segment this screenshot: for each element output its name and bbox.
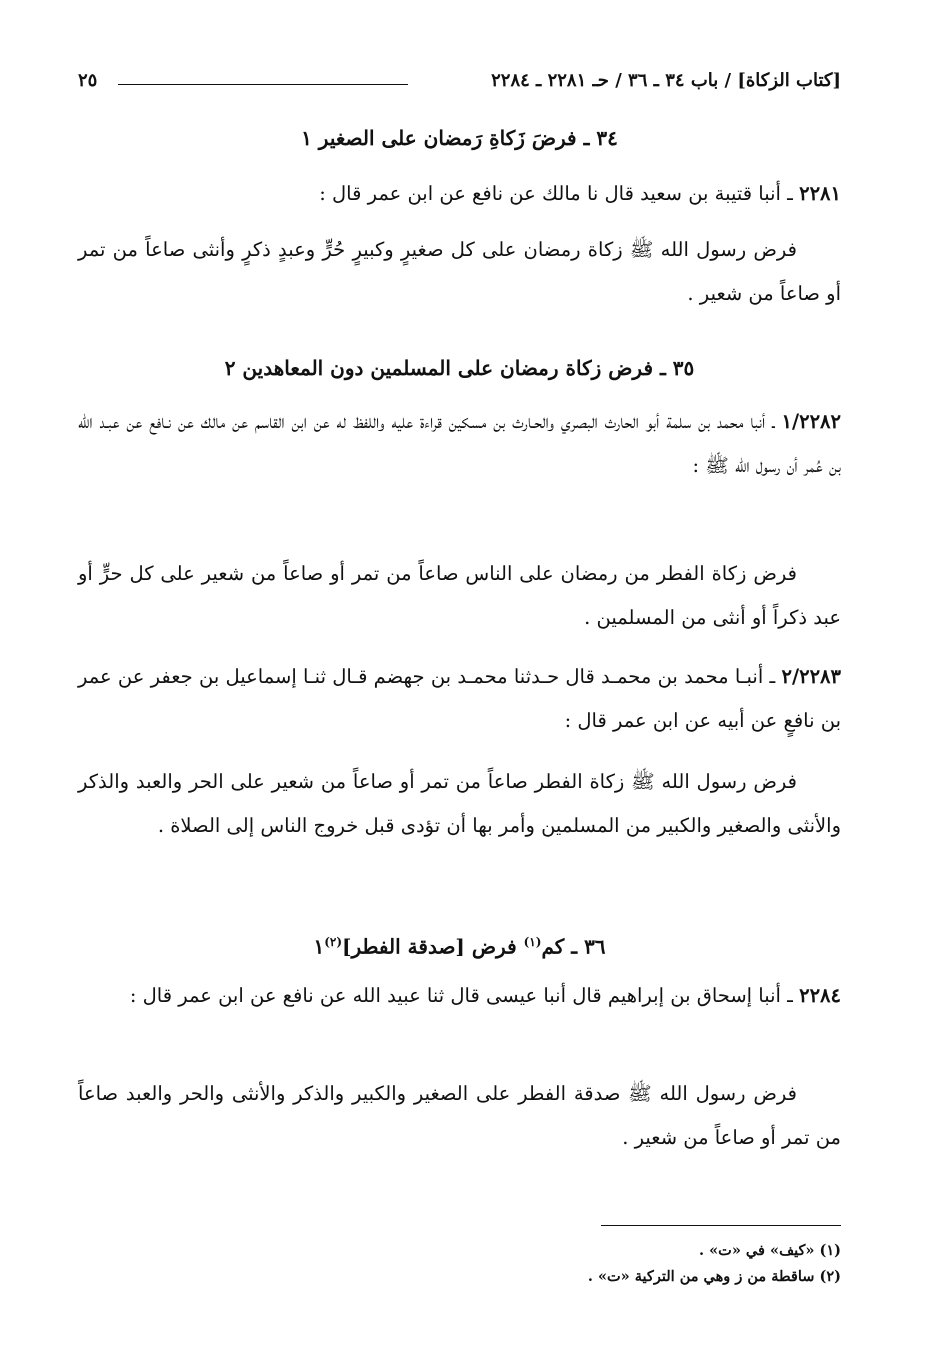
chapter-title-34: ٣٤ ـ فرضَ زَكاةِ رَمضان على الصغير ١ <box>301 126 618 150</box>
chapter-title-35: ٣٥ ـ فرض زكاة رمضان على المسلمين دون المعاهدين ٢ <box>224 356 695 380</box>
chapter-title-36 <box>78 926 841 963</box>
chapter-title-part: فرض [صدقة الفطر] <box>342 934 517 959</box>
isnad-text: ـ أنبا محمد بن سلمة أبو الحارث البصري والحـارث بن مسكين قراءة عليه واللفظ له عن ابن القاسم عن مالك عن نـافع عن عبـد الله بن عُمر أن رسول الله ﷺ : <box>78 410 841 477</box>
hadith-2281-matn: فرض رسول الله ﷺ زكاة رمضان على كل صغيرٍ وكبيرٍ حُرٍّ وعبدٍ ذكرٍ وأنثى صاعاً من تمر أو صاعاً من شعير . <box>78 238 841 305</box>
hadith-number: ٢٢٨٤ <box>799 984 841 1007</box>
hadith-2281-isnad <box>78 172 841 216</box>
header-rule <box>118 84 408 85</box>
isnad-text: ـ أنبا قتيبة بن سعيد قال نا مالك عن نافع عن ابن عمر قال : <box>319 182 793 205</box>
hadith-2284-matn: فرض رسول الله ﷺ صدقة الفطر على الصغير والكبير والذكر والأنثى والحر والعبد صاعاً من تمر أو صاعاً من شعير . <box>78 1082 841 1149</box>
page-number: ٢٥ <box>78 70 98 91</box>
hadith-2282-isnad <box>78 400 841 488</box>
hadith-2282-matn: فرض زكاة الفطر من رمضان على الناس صاعاً من تمر أو صاعاً من شعير على كل حرٍّ أو عبد ذكراً أو أنثى من المسلمين . <box>78 562 841 629</box>
isnad-text: ـ أنبا إسحاق بن إبراهيم قال أنبا عيسى قال ثنا عبيد الله عن نافع عن ابن عمر قال : <box>129 984 793 1007</box>
page-header <box>78 70 841 100</box>
hadith-2283-matn: فرض رسول الله ﷺ زكاة الفطر صاعاً من تمر أو صاعاً من شعير على الحر والعبد والذكر والأنثى والصغير والكبير من المسلمين وأمر بها أن تؤدى قبل خروج الناس إلى الصلاة . <box>78 770 841 837</box>
chapter-title-part: ٣٦ ـ كم <box>541 934 606 959</box>
hadith-number: ٢٢٨١ <box>799 182 841 205</box>
footnote-ref-2: (٢) <box>324 935 343 949</box>
running-head: [كتاب الزكاة] / باب ٣٤ ـ ٣٦ / حـ ٢٢٨١ ـ ٢٢٨٤ <box>491 70 841 91</box>
isnad-text: ـ أنبـا محمد بن محمـد قال حـدثنا محمـد بن جهضم قـال ثنـا إسماعيل بن جعفر عن عمر بن نافعٍ عن أبيه عن ابن عمر قال : <box>78 665 841 732</box>
chapter-title-part: ١ <box>313 934 325 959</box>
hadith-2283-isnad <box>78 655 841 743</box>
hadith-2284-isnad <box>78 974 841 1018</box>
hadith-number: ٢/٢٢٨٣ <box>781 665 842 688</box>
footnote-ref-1: (١) <box>523 935 542 949</box>
footnote-rule <box>601 1225 841 1226</box>
hadith-number: ١/٢٢٨٢ <box>781 410 841 433</box>
footnote-1: (١) «كيف» في «ت» . <box>699 1242 841 1259</box>
footnote-2: (٢) ساقطة من ز وهي من التركية «ت» . <box>587 1268 841 1285</box>
